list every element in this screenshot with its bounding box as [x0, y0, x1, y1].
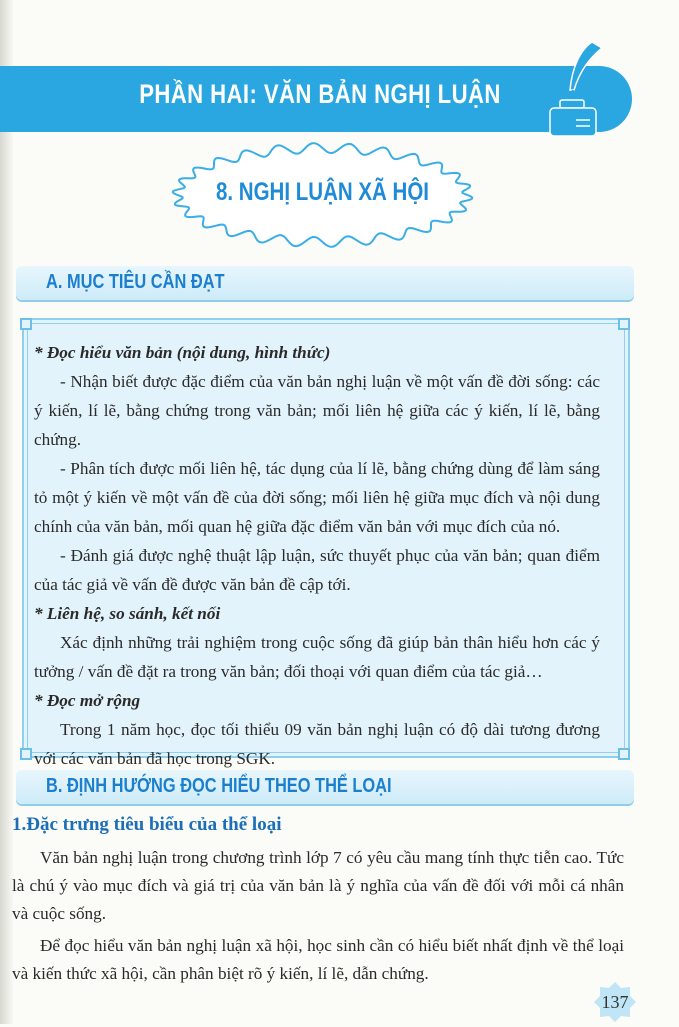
box-corner-ornament: [618, 318, 630, 330]
paragraph: Văn bản nghị luận trong chương trình lớp 7 có yêu cầu mang tính thực tiễn cao. Tức là chú ý vào mục đích và giá trị của văn bản là ý nghĩa của vấn đề đối với mỗi cá nhân và cuộc sống.: [12, 848, 624, 923]
paragraph: - Nhận biết được đặc điểm của văn bản nghị luận về một vấn đề đời sống: các ý kiến, lí lẽ, bằng chứng trong văn bản; mối liên hệ giữa các ý kiến, lí lẽ, bằng chứng.: [34, 372, 600, 449]
box-corner-ornament: [20, 318, 32, 330]
page-number: 137: [601, 992, 629, 1012]
paragraph: - Phân tích được mối liên hệ, tác dụng của lí lẽ, bằng chứng dùng để làm sáng tỏ một ý kiến về một vấn đề của đời sống; mối liên hệ giữa mục đích và nội dung chính của văn bản, mối quan hệ giữa đặc điểm văn bản với mục đích của nó.: [34, 459, 600, 536]
block-heading: * Đọc mở rộng: [34, 691, 141, 710]
objectives-content: [34, 338, 600, 773]
section-a-title: A. MỤC TIÊU CẦN ĐẠT: [46, 271, 225, 293]
subheading: 1.Đặc trưng tiêu biểu của thể loại: [12, 814, 282, 835]
paragraph: Để đọc hiểu văn bản nghị luận xã hội, học sinh cần có hiểu biết nhất định về thể loại và kiến thức xã hội, cần phân biệt rõ ý kiến, lí lẽ, dẫn chứng.: [12, 936, 624, 983]
paragraph: - Đánh giá được nghệ thuật lập luận, sức thuyết phục của văn bản; quan điểm của tác giả về vấn đề được văn bản đề cập tới.: [34, 546, 600, 594]
section-b-content: [12, 844, 624, 992]
box-corner-ornament: [618, 748, 630, 760]
section-a-bar: [16, 266, 634, 300]
block-heading: * Đọc hiểu văn bản (nội dung, hình thức): [34, 343, 331, 362]
part-title: PHẦN HAI: VĂN BẢN NGHỊ LUẬN: [139, 79, 501, 109]
section-b-title: B. ĐỊNH HƯỚNG ĐỌC HIỂU THEO THỂ LOẠI: [46, 775, 392, 797]
paragraph: Trong 1 năm học, đọc tối thiểu 09 văn bản nghị luận có độ dài tương đương với các văn bản đã học trong SGK.: [34, 720, 600, 768]
quill-inkpot-icon: [540, 40, 610, 140]
chapter-title: 8. NGHỊ LUẬN XÃ HỘI: [216, 178, 429, 206]
paragraph: Xác định những trải nghiệm trong cuộc sống đã giúp bản thân hiểu hơn các ý tưởng / vấn đề đặt ra trong văn bản; đối thoại với quan điểm của tác giả…: [34, 633, 600, 681]
page-number-badge: [594, 982, 636, 1022]
section-b-bar: [16, 770, 634, 804]
box-corner-ornament: [20, 748, 32, 760]
block-heading: * Liên hệ, so sánh, kết nối: [34, 604, 221, 623]
